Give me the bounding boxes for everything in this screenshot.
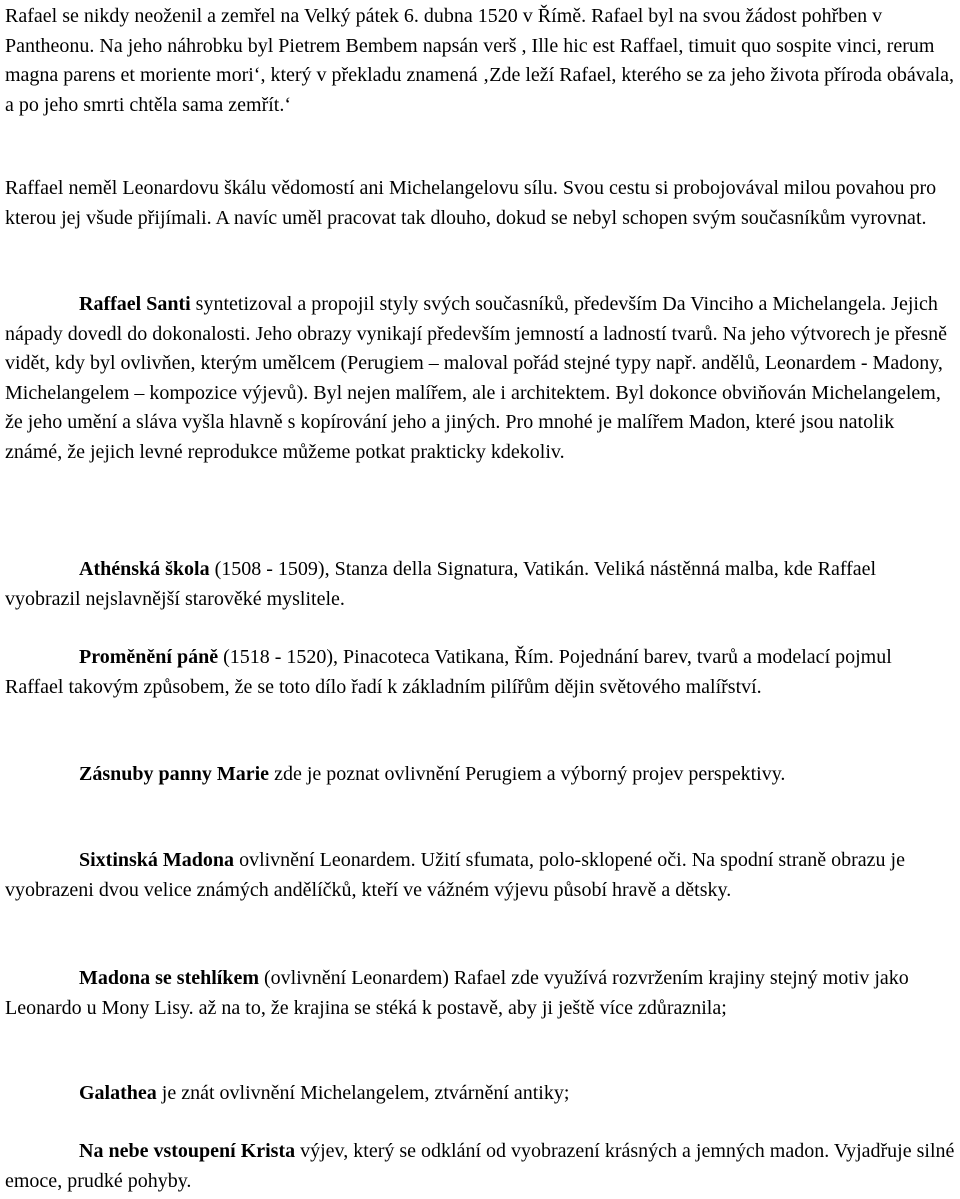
paragraph-text: (1508 - 1509), Stanza della Signatura, Vatikán. Veliká nástěnná malba, kde Raffael vyobrazil nejslavnější starověké myslitele. bbox=[5, 558, 877, 610]
paragraph-galatea bbox=[5, 1079, 955, 1109]
paragraph-text: ovlivnění Leonardem. Užití sfumata, polo-sklopené oči. Na spodní straně obrazu je vyobrazeni dvou velice známých andělíčků, kteří ve vážném výjevu působí hravě a dětsky. bbox=[5, 849, 905, 901]
paragraph-athens-school bbox=[5, 555, 955, 614]
paragraph-text: zde je poznat ovlivnění Perugiem a výborný projev perspektivy. bbox=[269, 763, 786, 785]
paragraph-heading: Madona se stehlíkem bbox=[79, 967, 259, 989]
paragraph-raphael-death bbox=[5, 2, 955, 120]
paragraph-heading: Proměnění páně bbox=[79, 646, 219, 668]
paragraph-sistine-madonna bbox=[5, 846, 955, 905]
paragraph-heading: Zásnuby panny Marie bbox=[79, 763, 270, 785]
paragraph-text: syntetizoval a propojil styly svých současníků, především Da Vinciho a Michelangela. Jejich nápady dovedl do dokonalosti. Jeho obrazy vynikají především jemností a ladností tvarů. Na jeho výtvorech je přesně vidět, kdy byl ovlivňen, kterým umělcem (Perugiem – maloval pořád stejné typy např. andělů, Leonardem - Madony, Michelangelem – kompozice výjevů). Byl nejen malířem, ale i architektem. Byl dokonce obviňován Michelangelem, že jeho umění a sláva vyšla hlavně s kopírování jeho a jiných. Pro mnohé je malířem Madon, které jsou natolik známé, že jejich levné reprodukce můžeme potkat prakticky kdekoliv. bbox=[5, 293, 947, 463]
paragraph-heading: Raffael Santi bbox=[79, 293, 191, 315]
paragraph-heading: Galathea bbox=[79, 1082, 157, 1104]
paragraph-text: Rafael se nikdy neoženil a zemřel na Velký pátek 6. dubna 1520 v Římě. Rafael byl na svou žádost pohřben v Pantheonu. Na jeho náhrobku byl Pietrem Bembem napsán verš , Ille hic est Raffael, timuit quo sospite vinci, rerum magna parens et moriente mori‘, který v překladu znamená ‚Zde leží Rafael, kterého se za jeho života příroda obávala, a po jeho smrti chtěla sama zemřít.‘ bbox=[5, 5, 955, 116]
paragraph-raphael-character bbox=[5, 174, 955, 233]
paragraph-marriage-virgin bbox=[5, 760, 955, 790]
paragraph-ascension bbox=[5, 1137, 955, 1196]
paragraph-text: (1518 - 1520), Pinacoteca Vatikana, Řím. Pojednání barev, tvarů a modelací pojmul Raffael takovým způsobem, že se toto dílo řadí k základním pilířům dějin světového malířství. bbox=[5, 646, 892, 698]
paragraph-text: je znát ovlivnění Michelangelem, ztvárnění antiky; bbox=[156, 1082, 570, 1104]
paragraph-heading: Sixtinská Madona bbox=[79, 849, 235, 871]
paragraph-heading: Na nebe vstoupení Krista bbox=[79, 1140, 296, 1162]
paragraph-text: Raffael neměl Leonardovu škálu vědomostí ani Michelangelovu sílu. Svou cestu si probojovával milou povahou pro kterou jej všude přijímali. A navíc uměl pracovat tak dlouho, dokud se nebyl schopen svým současníkům vyrovnat. bbox=[5, 177, 937, 229]
paragraph-text: výjev, který se odklání od vyobrazení krásných a jemných madon. Vyjadřuje silné emoce, prudké pohyby. bbox=[5, 1140, 955, 1192]
paragraph-madonna-goldfinch bbox=[5, 964, 955, 1023]
paragraph-heading: Athénská škola bbox=[79, 558, 210, 580]
paragraph-raffael-santi bbox=[5, 290, 955, 467]
paragraph-text: (ovlivnění Leonardem) Rafael zde využívá rozvržením krajiny stejný motiv jako Leonardo u Mony Lisy. až na to, že krajina se stéká k postavě, aby ji ještě více zdůraznila; bbox=[5, 967, 909, 1019]
paragraph-transfiguration bbox=[5, 643, 955, 702]
